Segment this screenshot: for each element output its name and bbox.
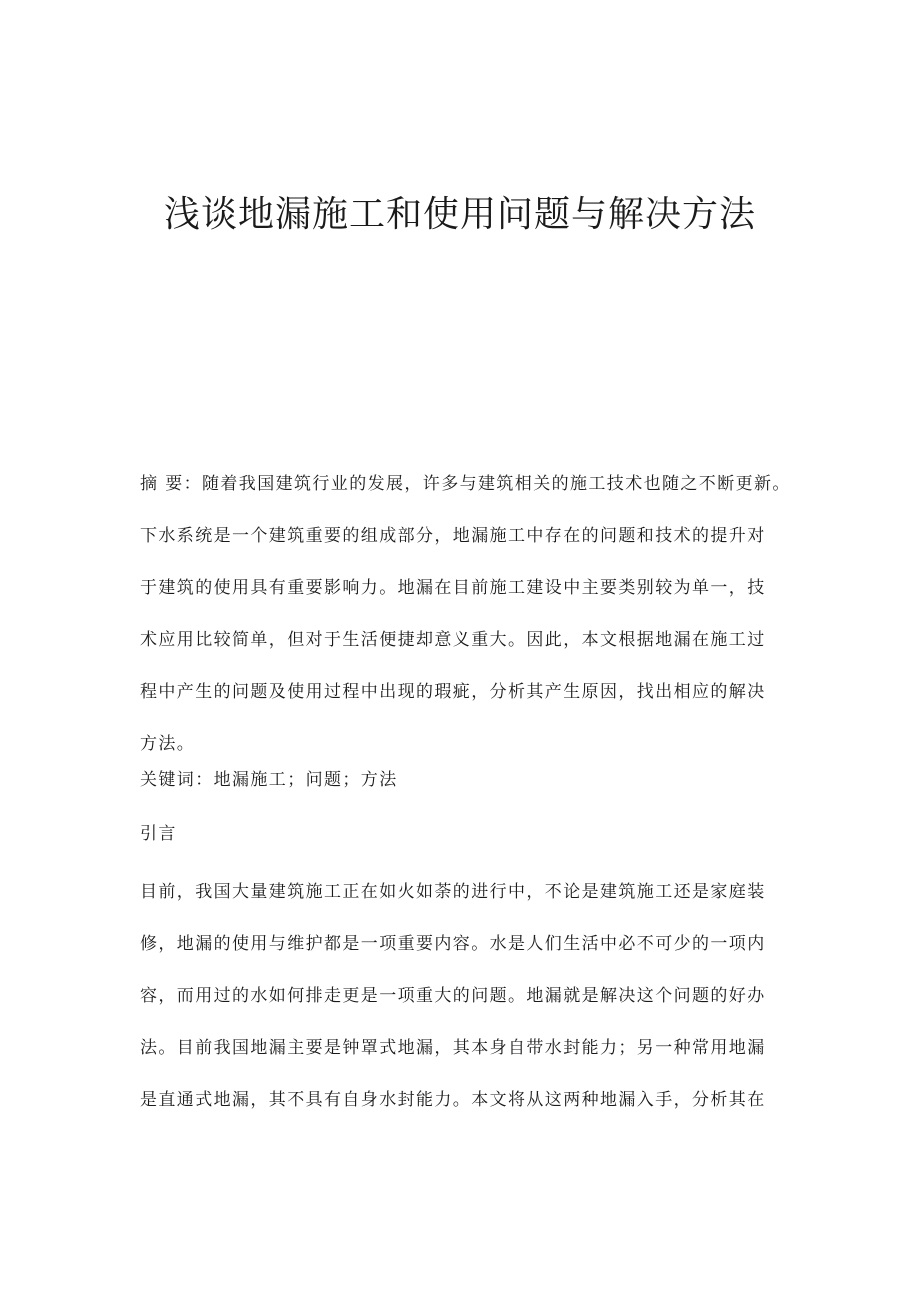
intro-line: 目前，我国大量建筑施工正在如火如荼的进行中，不论是建筑施工还是家庭装 bbox=[140, 882, 766, 902]
abstract-section bbox=[140, 458, 800, 770]
keywords-section bbox=[140, 754, 800, 806]
intro-line: 法。目前我国地漏主要是钟罩式地漏，其本身自带水封能力；另一种常用地漏 bbox=[140, 1038, 766, 1058]
intro-line: 是直通式地漏，其不具有自身水封能力。本文将从这两种地漏入手，分析其在 bbox=[140, 1090, 766, 1110]
abstract-line: 程中产生的问题及使用过程中出现的瑕疵，分析其产生原因，找出相应的解决 bbox=[140, 682, 766, 702]
abstract-line: 方法。 bbox=[140, 734, 196, 754]
document-title: 浅谈地漏施工和使用问题与解决方法 bbox=[163, 194, 756, 235]
abstract-line: 摘 要：随着我国建筑行业的发展，许多与建筑相关的施工技术也随之不断更新。 bbox=[140, 474, 791, 494]
intro-section bbox=[140, 866, 800, 1126]
abstract-line: 下水系统是一个建筑重要的组成部分，地漏施工中存在的问题和技术的提升对 bbox=[140, 526, 766, 546]
keywords-line: 关键词：地漏施工；问题；方法 bbox=[140, 770, 398, 790]
abstract-line: 于建筑的使用具有重要影响力。地漏在目前施工建设中主要类别较为单一，技 bbox=[140, 578, 766, 598]
intro-line: 容，而用过的水如何排走更是一项重大的问题。地漏就是解决这个问题的好办 bbox=[140, 986, 766, 1006]
intro-heading-section bbox=[140, 808, 800, 860]
intro-heading: 引言 bbox=[140, 824, 177, 844]
abstract-line: 术应用比较简单，但对于生活便捷却意义重大。因此，本文根据地漏在施工过 bbox=[140, 630, 766, 650]
intro-line: 修，地漏的使用与维护都是一项重要内容。水是人们生活中必不可少的一项内 bbox=[140, 934, 766, 954]
